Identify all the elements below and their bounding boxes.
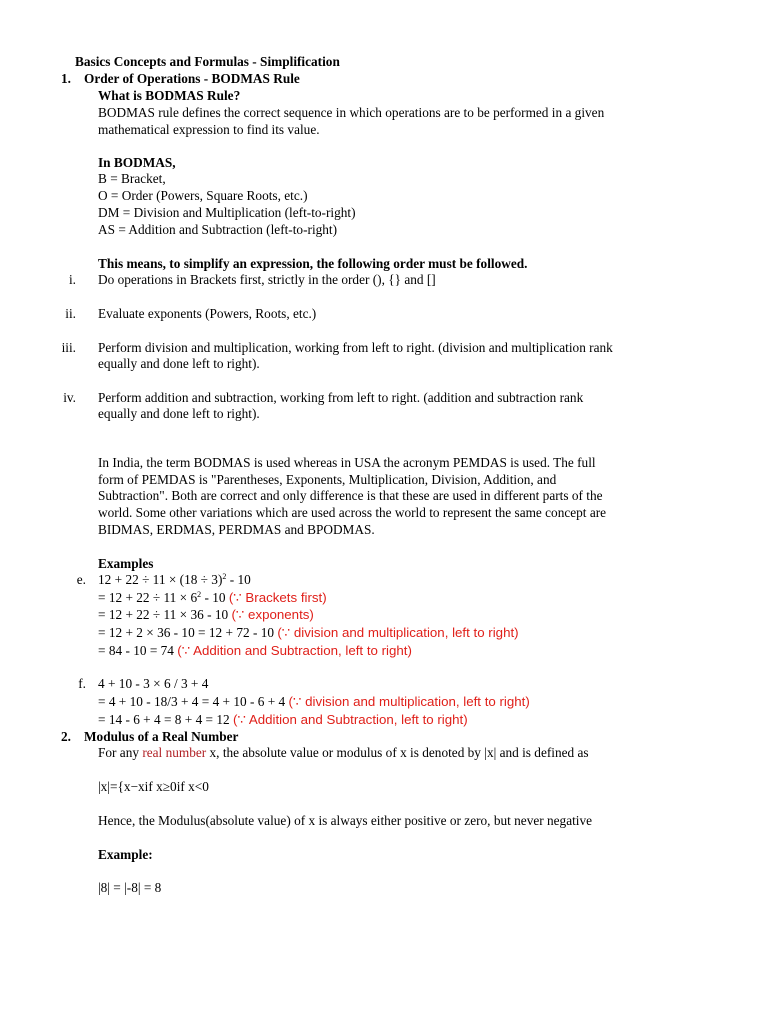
step-iii-text-2: equally and done left to right).: [98, 356, 260, 371]
def-order: O = Order (Powers, Square Roots, etc.): [98, 188, 308, 203]
step-iv-number: iv.: [63, 390, 76, 405]
modulus-formula: |x|={x−xif x≥0if x<0: [98, 779, 209, 794]
pemdas-line-5: BIDMAS, ERDMAS, PERDMAS and BPODMAS.: [98, 522, 375, 537]
example-e-number: e.: [76, 572, 86, 587]
step-iii-number: iii.: [61, 340, 76, 355]
section-1-subheading: What is BODMAS Rule?: [98, 88, 241, 103]
example-e-line-3: = 12 + 22 ÷ 11 × 36 - 10 (∵ exponents): [98, 607, 314, 622]
example-e-line-4: = 12 + 2 × 36 - 10 = 12 + 72 - 10 (∵ division and multiplication, left to right): [98, 625, 519, 640]
example-e-line-2: = $12 + 22 \div 11 \times 6^2 - 10$ (∵ Brackets first): [98, 590, 327, 605]
def-dm: DM = Division and Multiplication (left-to-right): [98, 205, 356, 220]
example-f-line-2: = 4 + 10 - 18/3 + 4 = 4 + 10 - 6 + 4 (∵ division and multiplication, left to right): [98, 694, 530, 709]
example-f-note-3: (∵ Addition and Subtraction, left to right): [233, 712, 468, 727]
step-iv-text-2: equally and done left to right).: [98, 406, 260, 421]
modulus-example: |8| = |-8| = 8: [98, 880, 162, 895]
intro-line-2: mathematical expression to find its value.: [98, 122, 320, 137]
order-intro: This means, to simplify an expression, the following order must be followed.: [98, 256, 528, 271]
pemdas-line-2: form of PEMDAS is "Parentheses, Exponents, Multiplication, Division, Addition, and: [98, 472, 557, 487]
example-f-note-2: (∵ division and multiplication, left to right): [288, 694, 530, 709]
example-f-line-1: 4 + 10 - 3 × 6 / 3 + 4: [98, 676, 209, 691]
example-e-note-5: (∵ Addition and Subtraction, left to right): [177, 643, 412, 658]
pemdas-line-3: Subtraction". Both are correct and only difference is that these are used in different parts of the: [98, 488, 603, 503]
step-i-number: i.: [68, 272, 76, 287]
doc-title: Basics Concepts and Formulas - Simplification: [75, 54, 340, 69]
section-1-heading: Order of Operations - BODMAS Rule: [84, 71, 300, 86]
section-2-number: 2.: [61, 729, 71, 744]
in-bodmas-label: In BODMAS,: [98, 155, 176, 170]
modulus-hence: Hence, the Modulus(absolute value) of x is always either positive or zero, but never negative: [98, 813, 593, 828]
example-label: Example:: [98, 847, 153, 862]
intro-line-1: BODMAS rule defines the correct sequence in which operations are to be performed in a given: [98, 105, 605, 120]
example-e-note-3: (∵ exponents): [231, 607, 314, 622]
example-f-number: f.: [78, 676, 86, 691]
section-1-number: 1.: [61, 71, 71, 86]
example-e-note-2: (∵ Brackets first): [228, 590, 327, 605]
pemdas-line-1: In India, the term BODMAS is used whereas in USA the acronym PEMDAS is used. The full: [98, 455, 596, 470]
def-as: AS = Addition and Subtraction (left-to-right): [98, 222, 338, 237]
step-ii-text: Evaluate exponents (Powers, Roots, etc.): [98, 306, 317, 321]
def-bracket: B = Bracket,: [98, 171, 166, 186]
example-f-line-3: = 14 - 6 + 4 = 8 + 4 = 12 (∵ Addition and Subtraction, left to right): [98, 712, 468, 727]
real-number-link[interactable]: real number: [142, 745, 207, 760]
step-iii-text-1: Perform division and multiplication, working from left to right. (division and multiplication rank: [98, 340, 613, 355]
pemdas-line-4: world. Some other variations which are used across the world to represent the same concept are: [98, 505, 607, 520]
step-i-text: Do operations in Brackets first, strictly in the order (), {} and []: [98, 272, 436, 287]
example-e-line-1: $12 + 22 \div 11 \times (18 \div 3)^2 - 10$: [98, 572, 251, 587]
example-e-note-4: (∵ division and multiplication, left to right): [277, 625, 519, 640]
step-iv-text-1: Perform addition and subtraction, working from left to right. (addition and subtraction rank: [98, 390, 584, 405]
examples-label: Examples: [98, 556, 154, 571]
section-2-heading: Modulus of a Real Number: [84, 729, 239, 744]
modulus-definition: For any real number x, the absolute value or modulus of x is denoted by |x| and is defined as: [98, 745, 589, 760]
example-e-line-5: = 84 - 10 = 74 (∵ Addition and Subtraction, left to right): [98, 643, 412, 658]
step-ii-number: ii.: [65, 306, 76, 321]
